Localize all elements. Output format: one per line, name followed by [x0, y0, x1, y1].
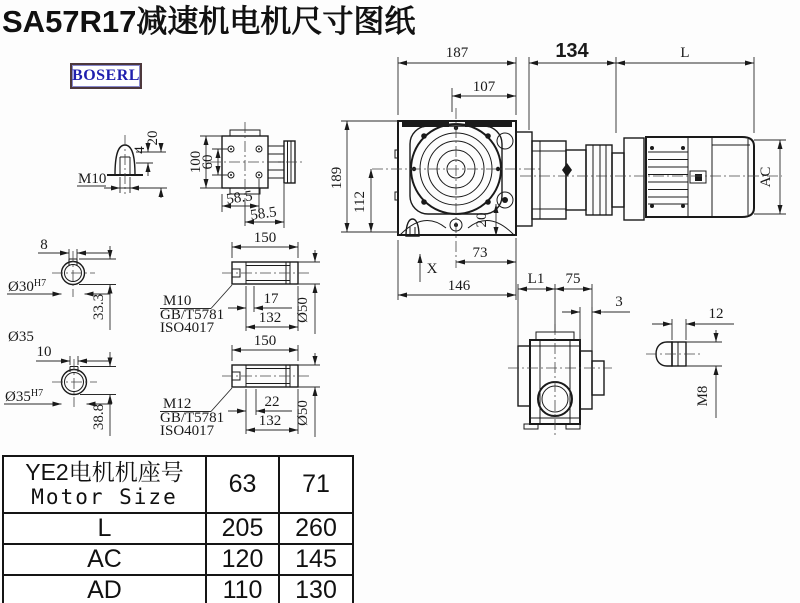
header-col-63: 63 — [206, 456, 279, 513]
dim-112: 112 — [352, 191, 368, 213]
table-row-AD — [3, 575, 353, 603]
dim-12: 12 — [708, 306, 724, 322]
bore-35-tolerance: H7 — [30, 388, 44, 399]
plug-detail-view — [77, 131, 167, 199]
bore-30-view — [7, 237, 116, 330]
dim-22: 22 — [264, 394, 280, 410]
plug-thread-label: M10 — [78, 171, 107, 187]
dim-107: 107 — [472, 79, 496, 95]
gearbox-top-view — [508, 271, 630, 436]
dim-33-3: 33.3 — [91, 293, 107, 321]
header-col-71: 71 — [279, 456, 353, 513]
dim-L: L — [680, 45, 690, 61]
dim-20-main: 20 — [474, 212, 490, 228]
value-AC-71: 145 — [279, 544, 353, 575]
row-label-AC: AC — [3, 544, 206, 575]
dim-dia50-b: Ø50 — [295, 400, 311, 426]
bore-30-label — [8, 278, 46, 295]
bore-30-tolerance: H7 — [33, 278, 47, 289]
value-L-71: 260 — [279, 513, 353, 544]
value-AC-63: 120 — [206, 544, 279, 575]
dim-L1: L1 — [527, 271, 545, 287]
dim-150-b: 150 — [253, 333, 277, 349]
dim-38-8: 38.8 — [91, 403, 107, 431]
dim-3: 3 — [615, 294, 623, 310]
table-row-L — [3, 513, 353, 544]
coupling-and-motor-side-view — [516, 132, 786, 226]
shaft-1-std-gb: GB/T5781 — [160, 307, 225, 323]
row-label-AD: AD — [3, 575, 206, 603]
dim-73: 73 — [472, 245, 488, 261]
shaft-2-thread: M12 — [163, 396, 192, 412]
dim-20-plug: 20 — [145, 130, 161, 146]
bore-35-label — [5, 388, 43, 405]
table-row-AC — [3, 544, 353, 575]
bore-35-view — [4, 344, 116, 436]
dim-X: X — [426, 261, 438, 277]
table-header-row — [3, 456, 353, 513]
dim-134: 134 — [555, 40, 589, 62]
bore-30-dia: Ø30 — [8, 279, 34, 295]
value-AD-71: 130 — [279, 575, 353, 603]
shaft-2-view — [160, 333, 320, 439]
gearbox-front-view — [372, 108, 540, 268]
shaft-1-thread: M10 — [163, 293, 192, 309]
dim-8: 8 — [40, 237, 48, 253]
shaft-1-view — [160, 230, 320, 336]
brand-logo-text: BOSERL — [72, 67, 140, 84]
flange-view — [188, 122, 304, 228]
row-label-L: L — [3, 513, 206, 544]
page-title: SA57R17减速机电机尺寸图纸 — [2, 4, 416, 39]
dim-146: 146 — [447, 278, 471, 294]
dim-132-a: 132 — [258, 310, 282, 326]
dim-AC: AC — [758, 166, 774, 188]
top-dimension-chain — [398, 40, 754, 133]
dim-M8: M8 — [695, 385, 711, 407]
dim-150-a: 150 — [253, 230, 277, 246]
dim-10: 10 — [36, 344, 52, 360]
bolt-detail-view — [646, 306, 734, 418]
value-AD-63: 110 — [206, 575, 279, 603]
shaft-1-std-iso: ISO4017 — [160, 320, 215, 336]
dim-132-b: 132 — [258, 413, 282, 429]
dim-189: 189 — [329, 166, 345, 190]
dim-187: 187 — [445, 45, 469, 61]
dim-dia50-a: Ø50 — [295, 297, 311, 323]
header-label-cn: YE2电机机座号 — [25, 459, 184, 485]
dim-75: 75 — [565, 271, 581, 287]
bore-35-dia: Ø35 — [5, 389, 31, 405]
dim-60: 60 — [200, 154, 216, 170]
dim-58-5-b: 58.5 — [249, 204, 278, 224]
shaft-dia-35-label: Ø35 — [8, 329, 34, 345]
shaft-2-std-gb: GB/T5781 — [160, 410, 225, 426]
shaft-2-std-iso: ISO4017 — [160, 423, 215, 439]
dim-100: 100 — [188, 150, 204, 174]
gearbox-front-dimensions — [329, 121, 516, 300]
header-motor-size-cell — [3, 456, 206, 513]
dim-58-5-a: 58.5 — [225, 188, 254, 208]
motor-size-table — [2, 455, 354, 603]
value-L-63: 205 — [206, 513, 279, 544]
dim-4: 4 — [132, 146, 148, 154]
dim-17: 17 — [263, 291, 279, 307]
header-label-en: Motor Size — [31, 485, 178, 509]
